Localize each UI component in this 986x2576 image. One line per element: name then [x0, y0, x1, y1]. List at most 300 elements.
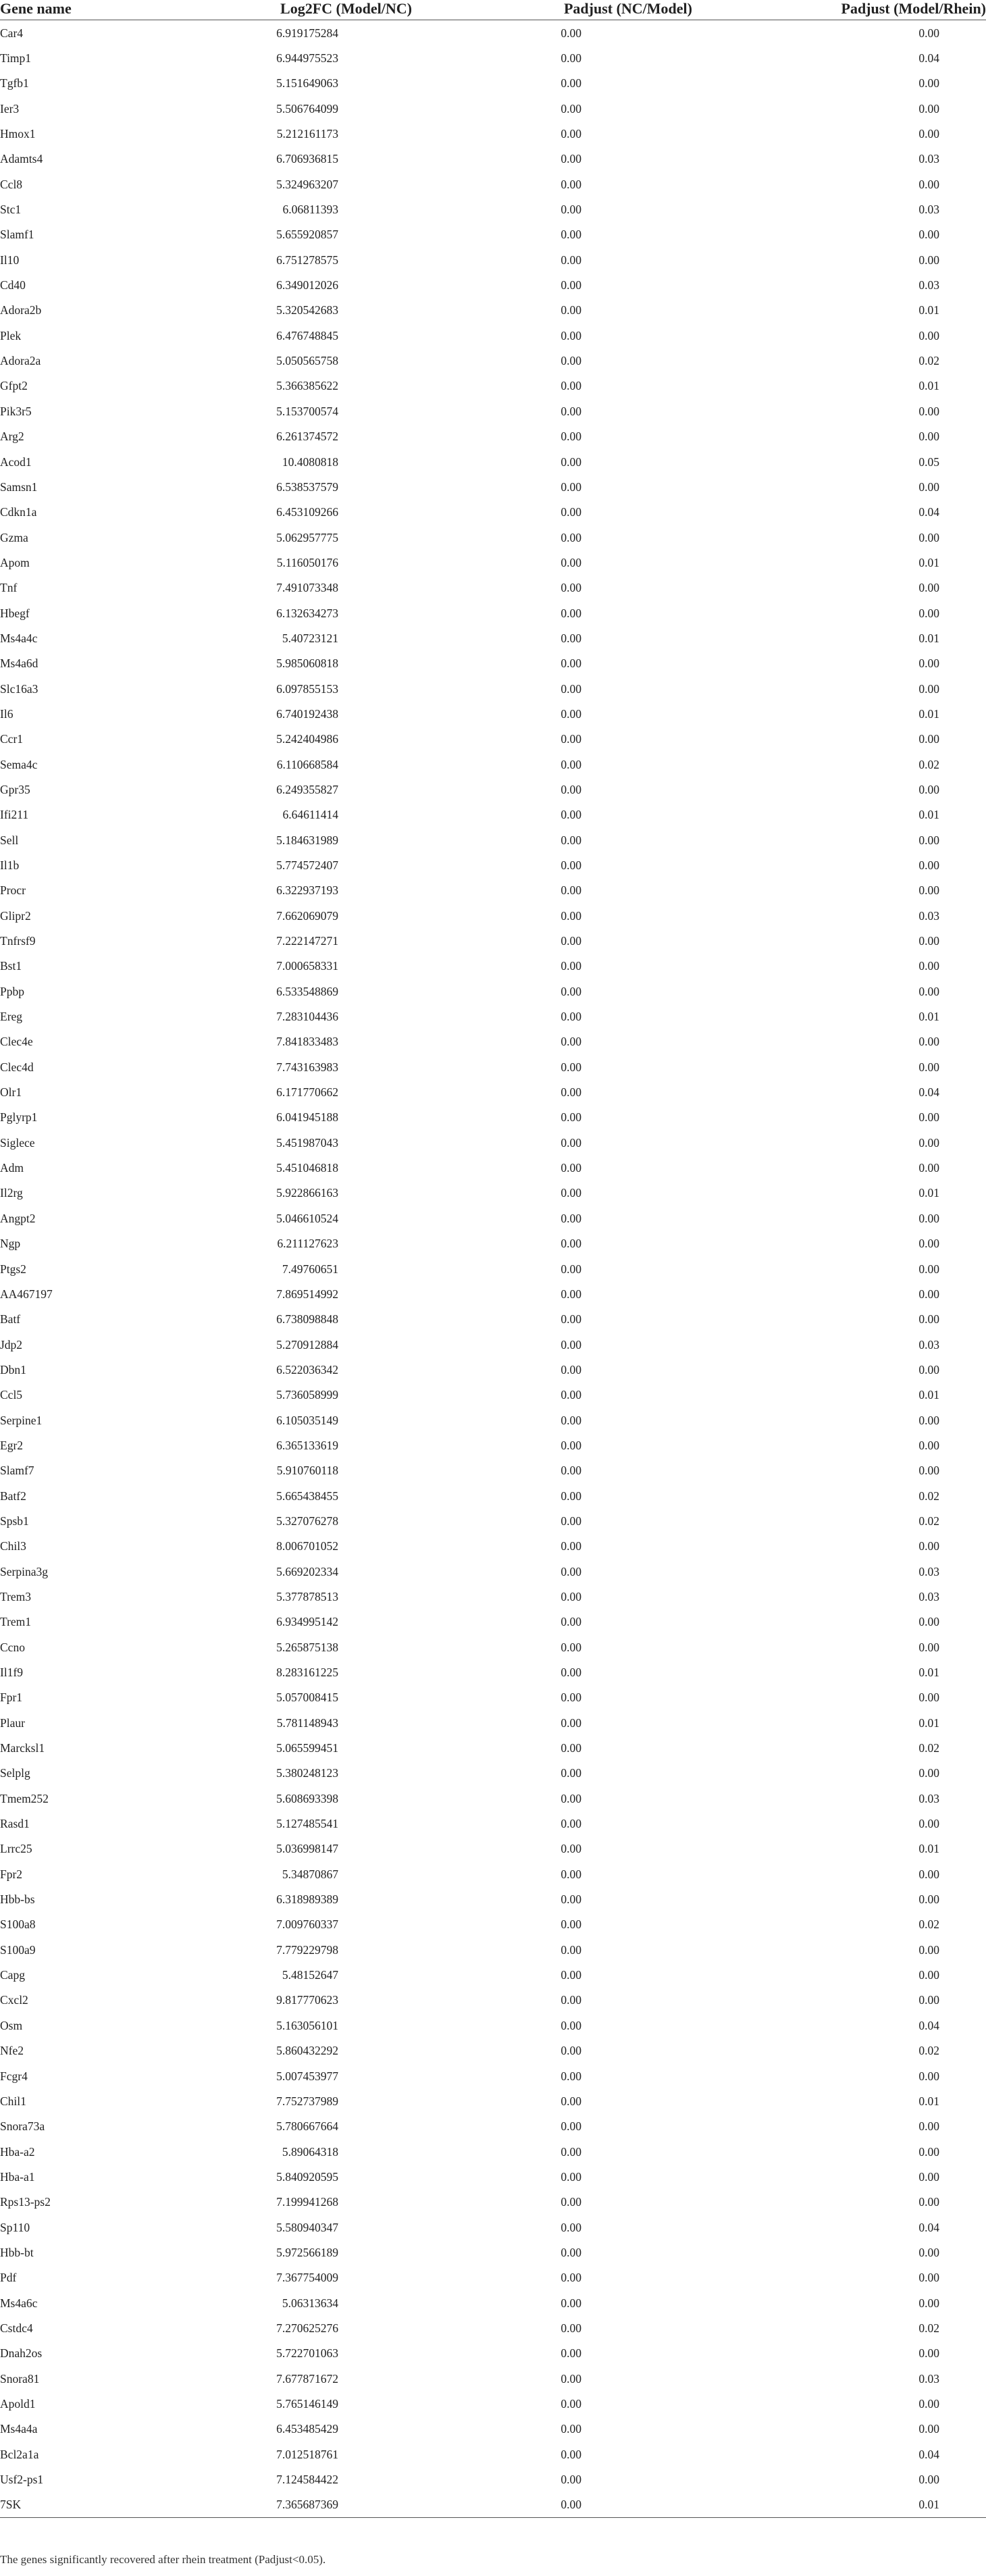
gene-name-cell: Cxcl2 [0, 1993, 28, 2007]
gene-name-cell: Selplg [0, 1766, 30, 1780]
log2fc-cell: 6.318989389 [276, 1892, 338, 1907]
padjust-nc-model-cell: 0.00 [561, 430, 581, 444]
table-row [0, 954, 986, 979]
table-row [0, 222, 986, 247]
table-header [0, 0, 986, 20]
padjust-nc-model-cell: 0.00 [561, 2396, 581, 2411]
padjust-model-rhein-cell: 0.00 [918, 934, 939, 948]
table-row [0, 525, 986, 550]
padjust-nc-model-cell: 0.00 [561, 1968, 581, 1982]
gene-name-cell: Ptgs2 [0, 1262, 26, 1276]
gene-name-cell: Clec4d [0, 1060, 34, 1074]
padjust-model-rhein-cell: 0.00 [918, 1993, 939, 2007]
log2fc-cell: 7.841833483 [276, 1035, 338, 1049]
padjust-model-rhein-cell: 0.00 [918, 1464, 939, 1478]
gene-name-cell: Tgfb1 [0, 76, 29, 91]
log2fc-cell: 5.506764099 [276, 101, 338, 115]
gene-name-cell: Ccno [0, 1640, 25, 1654]
log2fc-cell: 5.062957775 [276, 530, 338, 544]
padjust-nc-model-cell: 0.00 [561, 2220, 581, 2234]
padjust-nc-model-cell: 0.00 [561, 1010, 581, 1024]
log2fc-cell: 6.522036342 [276, 1362, 338, 1376]
gene-name-cell: Tnf [0, 581, 18, 595]
table-row [0, 802, 986, 827]
log2fc-cell: 5.057008415 [276, 1691, 338, 1705]
table-row [0, 348, 986, 373]
table-row [0, 2215, 986, 2240]
table-row [0, 852, 986, 877]
log2fc-cell: 5.922866163 [276, 1186, 338, 1200]
padjust-nc-model-cell: 0.00 [561, 706, 581, 721]
log2fc-cell: 7.365687369 [223, 2492, 469, 2518]
log2fc-cell: 5.972566189 [276, 2245, 338, 2259]
padjust-model-rhein-cell: 0.00 [918, 2396, 939, 2411]
table-row [0, 247, 986, 272]
padjust-model-rhein-cell: 0.00 [918, 404, 939, 418]
log2fc-cell: 6.365133619 [276, 1438, 338, 1452]
padjust-nc-model-cell: 0.00 [561, 1135, 581, 1150]
log2fc-cell: 7.283104436 [276, 1010, 338, 1024]
padjust-model-rhein-cell: 0.00 [918, 2473, 939, 2487]
gene-name-cell: Slc16a3 [0, 681, 38, 696]
padjust-nc-model-cell: 0.00 [561, 1917, 581, 1932]
padjust-model-rhein-cell: 0.00 [918, 328, 939, 342]
padjust-nc-model-cell: 0.00 [561, 26, 581, 40]
padjust-nc-model-cell: 0.00 [561, 1287, 581, 1301]
padjust-model-rhein-cell: 0.01 [918, 1186, 939, 1200]
log2fc-cell: 5.451987043 [276, 1135, 338, 1150]
table-row [0, 2240, 986, 2265]
gene-name-cell: Nfe2 [0, 2044, 24, 2058]
table-row [0, 676, 986, 701]
log2fc-cell: 5.774572407 [276, 858, 338, 873]
table-row [0, 827, 986, 852]
padjust-nc-model-cell: 0.00 [561, 505, 581, 519]
gene-name-cell: Ier3 [0, 101, 20, 115]
table-row [0, 1029, 986, 1054]
padjust-nc-model-cell: 0.00 [561, 1035, 581, 1049]
gene-name-cell: Samsn1 [0, 480, 38, 494]
padjust-model-rhein-cell: 0.01 [918, 555, 939, 569]
padjust-model-rhein-cell: 0.00 [918, 606, 939, 620]
table-row [0, 701, 986, 726]
padjust-nc-model-cell: 0.00 [561, 606, 581, 620]
padjust-nc-model-cell: 0.00 [561, 984, 581, 998]
padjust-model-rhein-cell: 0.05 [918, 455, 939, 469]
table-row [0, 2290, 986, 2315]
padjust-model-rhein-cell: 0.00 [918, 1413, 939, 1427]
log2fc-cell: 7.49760651 [282, 1262, 338, 1276]
log2fc-cell: 5.840920595 [276, 2169, 338, 2184]
padjust-nc-model-cell: 0.00 [561, 1993, 581, 2007]
log2fc-cell: 5.184631989 [276, 833, 338, 847]
padjust-nc-model-cell: 0.00 [561, 1942, 581, 1957]
gene-name-cell: Cd40 [0, 278, 26, 292]
log2fc-cell: 5.34870867 [282, 1867, 338, 1881]
table-row [0, 1433, 986, 1458]
log2fc-cell: 5.860432292 [276, 2044, 338, 2058]
table-row [0, 979, 986, 1004]
gene-name-cell: Capg [0, 1968, 25, 1982]
gene-name-cell: Hba-a2 [0, 2144, 35, 2159]
table-row [0, 1231, 986, 1256]
padjust-model-rhein-cell: 0.00 [918, 858, 939, 873]
padjust-nc-model-cell: 0.00 [561, 1464, 581, 1478]
gene-name-cell: Batf [0, 1312, 21, 1326]
padjust-nc-model-cell: 0.00 [561, 177, 581, 191]
padjust-model-rhein-cell: 0.02 [918, 1741, 939, 1755]
padjust-nc-model-cell: 0.00 [561, 808, 581, 822]
padjust-nc-model-cell: 0.00 [561, 1237, 581, 1251]
table-row [0, 1559, 986, 1584]
log2fc-cell: 7.270625276 [276, 2321, 338, 2335]
padjust-model-rhein-cell: 0.00 [918, 1237, 939, 1251]
padjust-model-rhein-cell: 0.00 [918, 228, 939, 242]
table-row [0, 2038, 986, 2063]
padjust-model-rhein-cell: 0.01 [712, 2492, 986, 2518]
padjust-nc-model-cell: 0.00 [561, 1438, 581, 1452]
padjust-model-rhein-cell: 0.00 [918, 253, 939, 267]
gene-name-cell: Il6 [0, 706, 14, 721]
padjust-nc-model-cell: 0.00 [561, 631, 581, 645]
gene-name-cell: Rasd1 [0, 1817, 30, 1831]
gene-name-cell: Dnah2os [0, 2346, 43, 2361]
table-row [0, 1912, 986, 1937]
padjust-nc-model-cell: 0.00 [561, 2018, 581, 2032]
table-row [0, 1836, 986, 1861]
gene-name-cell: Snora73a [0, 2119, 45, 2134]
padjust-nc-model-cell: 0.00 [561, 1589, 581, 1603]
table-row [0, 121, 986, 146]
table-row [0, 2013, 986, 2038]
padjust-model-rhein-cell: 0.00 [918, 1211, 939, 1225]
padjust-model-rhein-cell: 0.02 [918, 1917, 939, 1932]
gene-name-cell: Rps13-ps2 [0, 2195, 51, 2209]
padjust-model-rhein-cell: 0.03 [918, 1791, 939, 1805]
padjust-nc-model-cell: 0.00 [561, 1666, 581, 1680]
padjust-model-rhein-cell: 0.03 [918, 908, 939, 923]
padjust-nc-model-cell: 0.00 [561, 404, 581, 418]
log2fc-cell: 7.124584422 [276, 2473, 338, 2487]
gene-name-cell: Hba-a1 [0, 2169, 35, 2184]
table-row [0, 625, 986, 650]
log2fc-cell: 6.041945188 [276, 1110, 338, 1125]
table-row [0, 1408, 986, 1433]
gene-name-cell: Apom [0, 555, 30, 569]
padjust-model-rhein-cell: 0.00 [918, 2119, 939, 2134]
padjust-model-rhein-cell: 0.00 [918, 1161, 939, 1175]
log2fc-cell: 6.533548869 [276, 984, 338, 998]
padjust-model-rhein-cell: 0.02 [918, 354, 939, 368]
padjust-nc-model-cell: 0.00 [561, 959, 581, 973]
table-row [0, 1584, 986, 1609]
gene-name-cell: Cstdc4 [0, 2321, 33, 2335]
padjust-nc-model-cell: 0.00 [561, 757, 581, 771]
table-row [0, 1609, 986, 1634]
padjust-nc-model-cell: 0.00 [561, 303, 581, 317]
table-row [0, 1710, 986, 1735]
padjust-model-rhein-cell: 0.00 [918, 1135, 939, 1150]
padjust-nc-model-cell: 0.00 [561, 2044, 581, 2058]
padjust-model-rhein-cell: 0.04 [918, 505, 939, 519]
padjust-nc-model-cell: 0.00 [561, 455, 581, 469]
table-row [0, 2417, 986, 2442]
padjust-model-rhein-cell: 0.01 [918, 706, 939, 721]
padjust-nc-model-cell: 0.00 [561, 656, 581, 671]
log2fc-cell: 6.105035149 [276, 1413, 338, 1427]
padjust-nc-model-cell: 0.00 [561, 883, 581, 898]
padjust-model-rhein-cell: 0.00 [918, 1817, 939, 1831]
padjust-model-rhein-cell: 0.00 [918, 883, 939, 898]
table-row [0, 1962, 986, 1987]
log2fc-cell: 5.366385622 [276, 379, 338, 393]
table-row [0, 20, 986, 46]
gene-name-cell: Angpt2 [0, 1211, 36, 1225]
log2fc-cell: 5.050565758 [276, 354, 338, 368]
log2fc-cell: 6.132634273 [276, 606, 338, 620]
padjust-nc-model-cell: 0.00 [561, 379, 581, 393]
log2fc-cell: 5.608693398 [276, 1791, 338, 1805]
log2fc-cell: 5.327076278 [276, 1514, 338, 1528]
log2fc-cell: 6.249355827 [276, 782, 338, 796]
log2fc-cell: 7.491073348 [276, 581, 338, 595]
log2fc-cell: 5.242404986 [276, 732, 338, 746]
gene-name-cell: Serpine1 [0, 1413, 43, 1427]
gene-name-cell: Siglece [0, 1135, 35, 1150]
gene-name-cell: Olr1 [0, 1085, 22, 1100]
padjust-model-rhein-cell: 0.00 [918, 1262, 939, 1276]
log2fc-cell: 5.212161173 [276, 127, 338, 141]
log2fc-cell: 7.012518761 [276, 2447, 338, 2461]
table-row [0, 1130, 986, 1155]
table-row [0, 928, 986, 953]
log2fc-cell: 7.779229798 [276, 1942, 338, 1957]
table-row [0, 2366, 986, 2391]
table-row [0, 96, 986, 121]
log2fc-cell: 5.377878513 [276, 1589, 338, 1603]
padjust-nc-model-cell: 0.00 [561, 228, 581, 242]
padjust-nc-model-cell: 0.00 [561, 354, 581, 368]
gene-name-cell: Chil3 [0, 1539, 26, 1553]
log2fc-cell: 9.817770623 [276, 1993, 338, 2007]
table-row [0, 398, 986, 423]
padjust-nc-model-cell: 0.00 [561, 480, 581, 494]
log2fc-cell: 5.580940347 [276, 2220, 338, 2234]
table-row [0, 197, 986, 222]
log2fc-cell: 5.036998147 [276, 1842, 338, 1856]
padjust-model-rhein-cell: 0.00 [918, 177, 939, 191]
padjust-nc-model-cell: 0.00 [561, 1564, 581, 1578]
padjust-model-rhein-cell: 0.00 [918, 2422, 939, 2436]
gene-name-cell: Pglyrp1 [0, 1110, 38, 1125]
table-row [0, 2190, 986, 2215]
log2fc-cell: 5.48152647 [282, 1968, 338, 1982]
log2fc-cell: 7.662069079 [276, 908, 338, 923]
gene-name-cell: Ms4a6d [0, 656, 38, 671]
gene-name-cell: Pdf [0, 2271, 17, 2285]
padjust-nc-model-cell: 0.00 [561, 1211, 581, 1225]
padjust-model-rhein-cell: 0.00 [918, 1615, 939, 1629]
padjust-nc-model-cell: 0.00 [561, 278, 581, 292]
padjust-nc-model-cell: 0.00 [561, 1161, 581, 1175]
padjust-nc-model-cell: 0.00 [561, 2144, 581, 2159]
padjust-nc-model-cell: 0.00 [561, 1413, 581, 1427]
gene-name-cell: Apold1 [0, 2396, 36, 2411]
padjust-nc-model-cell: 0.00 [561, 2371, 581, 2386]
log2fc-cell: 5.736058999 [276, 1388, 338, 1402]
padjust-model-rhein-cell: 0.01 [918, 303, 939, 317]
padjust-nc-model-cell: 0.00 [561, 2346, 581, 2361]
log2fc-cell: 6.06811393 [282, 203, 338, 217]
log2fc-cell: 6.738098848 [276, 1312, 338, 1326]
padjust-model-rhein-cell: 0.03 [918, 1337, 939, 1351]
padjust-model-rhein-cell: 0.00 [918, 1438, 939, 1452]
gene-name-cell: Sell [0, 833, 19, 847]
gene-name-cell: Bst1 [0, 959, 22, 973]
log2fc-cell: 5.781148943 [276, 1716, 338, 1730]
padjust-model-rhein-cell: 0.04 [918, 51, 939, 66]
padjust-nc-model-cell: 0.00 [561, 51, 581, 66]
table-row [0, 2114, 986, 2139]
log2fc-cell: 5.655920857 [276, 228, 338, 242]
padjust-nc-model-cell: 0.00 [561, 2069, 581, 2083]
log2fc-cell: 6.110668584 [276, 757, 338, 771]
log2fc-cell: 5.722701063 [276, 2346, 338, 2361]
padjust-model-rhein-cell: 0.01 [918, 1842, 939, 1856]
padjust-model-rhein-cell: 0.00 [918, 1287, 939, 1301]
padjust-model-rhein-cell: 0.01 [918, 1388, 939, 1402]
padjust-model-rhein-cell: 0.00 [918, 2195, 939, 2209]
padjust-nc-model-cell: 0.00 [561, 2422, 581, 2436]
padjust-nc-model-cell: 0.00 [561, 530, 581, 544]
table-row [0, 2088, 986, 2113]
gene-name-cell: Gzma [0, 530, 28, 544]
gene-name-cell: Gpr35 [0, 782, 30, 796]
padjust-nc-model-cell: 0.00 [561, 1085, 581, 1100]
gene-name-cell: Hbb-bs [0, 1892, 35, 1907]
gene-name-cell: Pik3r5 [0, 404, 32, 418]
gene-name-cell: Ppbp [0, 984, 24, 998]
table-row [0, 449, 986, 474]
table-row [0, 2341, 986, 2366]
padjust-nc-model-cell: 0.00 [561, 1817, 581, 1831]
padjust-nc-model-cell: 0.00 [561, 1691, 581, 1705]
padjust-model-rhein-cell: 0.00 [918, 1110, 939, 1125]
table-row [0, 2265, 986, 2290]
padjust-nc-model-cell: 0.00 [561, 1186, 581, 1200]
gene-name-cell: Arg2 [0, 430, 24, 444]
table-row [0, 1458, 986, 1483]
table-row [0, 2063, 986, 2088]
padjust-nc-model-cell: 0.00 [561, 127, 581, 141]
padjust-model-rhein-cell: 0.04 [918, 1085, 939, 1100]
log2fc-cell: 6.706936815 [276, 152, 338, 166]
gene-name-cell: Ccl8 [0, 177, 23, 191]
padjust-model-rhein-cell: 0.01 [918, 2094, 939, 2108]
padjust-model-rhein-cell: 0.03 [918, 1589, 939, 1603]
gene-name-cell: Spsb1 [0, 1514, 29, 1528]
gene-name-cell: Cdkn1a [0, 505, 37, 519]
table-row [0, 2139, 986, 2164]
padjust-model-rhein-cell: 0.01 [918, 1666, 939, 1680]
gene-name-cell: Ms4a6c [0, 2296, 38, 2310]
padjust-nc-model-cell: 0.00 [561, 934, 581, 948]
padjust-model-rhein-cell: 0.01 [918, 1010, 939, 1024]
gene-name-cell: Fcgr4 [0, 2069, 28, 2083]
gene-name-cell: Marcksl1 [0, 1741, 45, 1755]
padjust-model-rhein-cell: 0.01 [918, 379, 939, 393]
log2fc-cell: 7.743163983 [276, 1060, 338, 1074]
log2fc-cell: 5.665438455 [276, 1489, 338, 1503]
table-row [0, 424, 986, 449]
padjust-nc-model-cell: 0.00 [561, 2195, 581, 2209]
log2fc-cell: 5.89064318 [282, 2144, 338, 2159]
padjust-model-rhein-cell: 0.03 [918, 203, 939, 217]
header-log2fc: Log2FC (Model/NC) [223, 0, 469, 20]
table-row [0, 2492, 986, 2518]
padjust-model-rhein-cell: 0.02 [918, 1489, 939, 1503]
table-row [0, 1685, 986, 1710]
padjust-model-rhein-cell: 0.00 [918, 656, 939, 671]
padjust-model-rhein-cell: 0.00 [918, 782, 939, 796]
padjust-nc-model-cell: 0.00 [561, 1615, 581, 1629]
log2fc-cell: 5.265875138 [276, 1640, 338, 1654]
gene-name-cell: Adora2a [0, 354, 41, 368]
gene-name-cell: Slamf1 [0, 228, 34, 242]
padjust-model-rhein-cell: 0.02 [918, 1514, 939, 1528]
log2fc-cell: 5.451046818 [276, 1161, 338, 1175]
log2fc-cell: 6.64611414 [282, 808, 338, 822]
gene-name-cell: Timp1 [0, 51, 32, 66]
table-row [0, 1281, 986, 1306]
padjust-model-rhein-cell: 0.00 [918, 732, 939, 746]
table-row [0, 1332, 986, 1357]
gene-name-cell: Osm [0, 2018, 23, 2032]
padjust-nc-model-cell: 0.00 [561, 555, 581, 569]
padjust-model-rhein-cell: 0.00 [918, 833, 939, 847]
padjust-model-rhein-cell: 0.00 [918, 2296, 939, 2310]
table-row [0, 903, 986, 928]
log2fc-cell: 5.985060818 [276, 656, 338, 671]
padjust-nc-model-cell: 0.00 [561, 1337, 581, 1351]
table-row [0, 1383, 986, 1408]
log2fc-cell: 6.934995142 [276, 1615, 338, 1629]
padjust-nc-model-cell: 0.00 [561, 833, 581, 847]
gene-name-cell: S100a9 [0, 1942, 36, 1957]
padjust-nc-model-cell: 0.00 [561, 1110, 581, 1125]
table-row [0, 1937, 986, 1962]
padjust-nc-model-cell: 0.00 [561, 1842, 581, 1856]
padjust-model-rhein-cell: 0.00 [918, 1766, 939, 1780]
log2fc-cell: 5.320542683 [276, 303, 338, 317]
table-row [0, 550, 986, 575]
gene-name-cell: Hbegf [0, 606, 30, 620]
log2fc-cell: 7.222147271 [276, 934, 338, 948]
table-row [0, 651, 986, 676]
log2fc-cell: 6.751278575 [276, 253, 338, 267]
padjust-model-rhein-cell: 0.00 [918, 1691, 939, 1705]
log2fc-cell: 5.007453977 [276, 2069, 338, 2083]
padjust-model-rhein-cell: 0.02 [918, 2044, 939, 2058]
padjust-nc-model-cell: 0.00 [561, 1312, 581, 1326]
gene-name-cell: Ms4a4a [0, 2422, 38, 2436]
log2fc-cell: 6.476748845 [276, 328, 338, 342]
padjust-nc-model-cell: 0.00 [561, 1060, 581, 1074]
padjust-nc-model-cell: 0.00 [561, 732, 581, 746]
gene-name-cell: Plaur [0, 1716, 25, 1730]
table-row [0, 575, 986, 600]
padjust-nc-model-cell: 0.00 [561, 681, 581, 696]
